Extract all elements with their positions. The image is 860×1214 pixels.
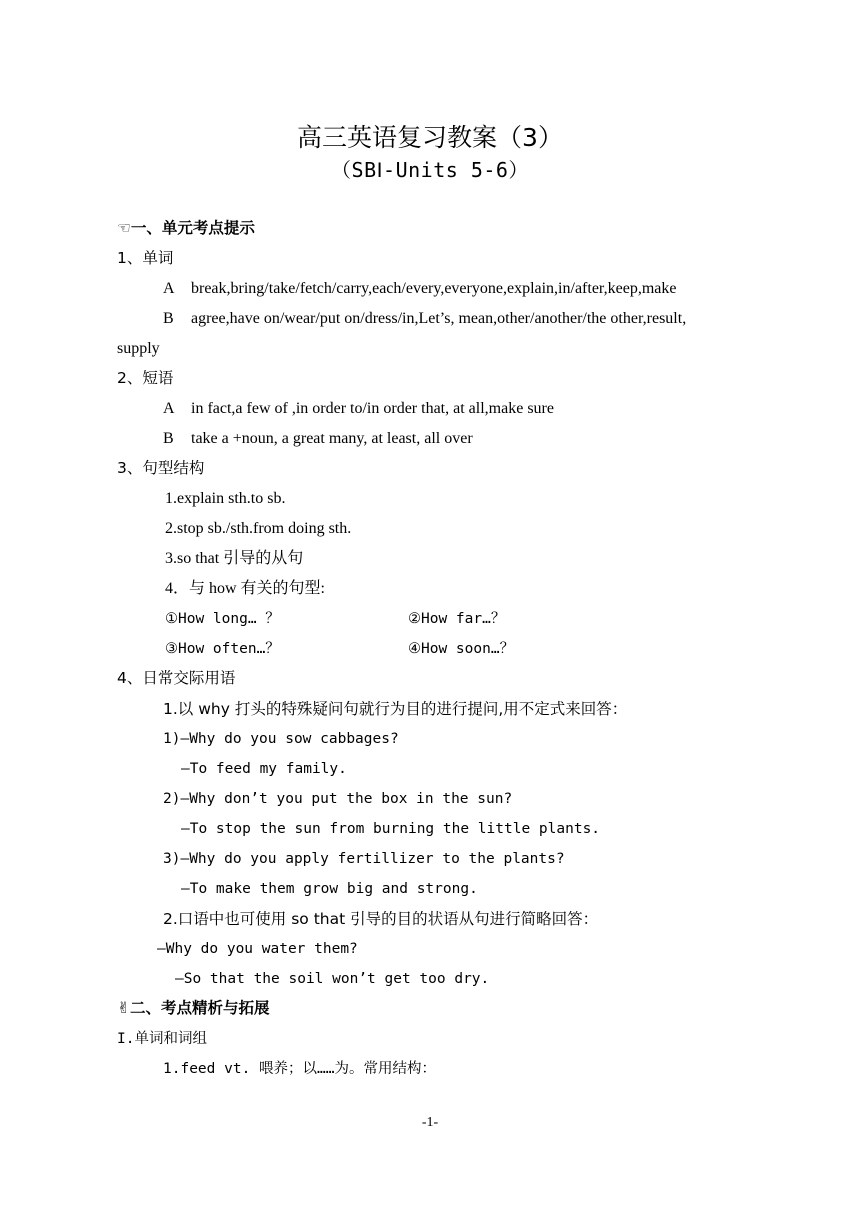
- section2-subheading: I.单词和词组: [117, 1031, 207, 1047]
- section2-heading: ✌二、考点精析与拓展: [117, 999, 270, 1017]
- how-question-3: ③How often…？: [165, 641, 280, 657]
- example-2-answer: —To stop the sun from burning the little plants.: [181, 821, 601, 837]
- section1-heading: ☜一、单元考点提示: [117, 219, 255, 237]
- phrases-label: 2、短语: [117, 369, 174, 387]
- daily-label: 4、日常交际用语: [117, 669, 236, 687]
- daily-note-1: 1.以 why 打头的特殊疑问句就行为目的进行提问,用不定式来回答：: [163, 700, 628, 718]
- phrases-a: [163, 399, 554, 419]
- words-a-label: A: [163, 280, 175, 297]
- pattern-1: 1.explain sth.to sb.: [165, 490, 286, 507]
- pattern-4: 4．与 how 有关的句型:: [165, 580, 326, 597]
- patterns-label: 3、句型结构: [117, 459, 205, 477]
- words-b-continuation: supply: [117, 340, 160, 357]
- words-label: 1、单词: [117, 249, 174, 267]
- phrases-a-label: A: [163, 400, 175, 417]
- example-3-question: 3)—Why do you apply fertillizer to the plants?: [163, 851, 565, 867]
- pattern-2: 2.stop sb./sth.from doing sth.: [165, 520, 352, 537]
- phrases-b: [163, 429, 473, 449]
- how-question-2: ②How far…？: [408, 611, 506, 627]
- how-question-4: ④How soon…？: [408, 641, 515, 657]
- example-4-question: —Why do you water them?: [157, 941, 358, 957]
- section2-item-1: 1.feed vt. 喂养；以……为。常用结构：: [163, 1061, 436, 1077]
- words-b-text: agree,have on/wear/put on/dress/in,Let’s, mean,other/another/the other,result,: [191, 310, 687, 327]
- phrases-b-label: B: [163, 430, 174, 447]
- example-4-answer: —So that the soil won’t get too dry.: [175, 971, 490, 987]
- phrases-a-text: in fact,a few of ,in order to/in order that, at all,make sure: [191, 400, 554, 417]
- pattern-3: 3.so that 引导的从句: [165, 550, 304, 567]
- words-b-label: B: [163, 310, 174, 327]
- how-question-1: ①How long… ？: [165, 611, 280, 627]
- page-subtitle: （SBⅠ-Units 5-6）: [331, 158, 529, 182]
- page-title: 高三英语复习教案（3）: [297, 123, 563, 152]
- example-3-answer: —To make them grow big and strong.: [181, 881, 478, 897]
- example-1-question: 1)—Why do you sow cabbages?: [163, 731, 399, 747]
- daily-note-2: 2.口语中也可使用 so that 引导的目的状语从句进行简略回答：: [163, 910, 599, 928]
- words-b: [163, 309, 686, 329]
- example-2-question: 2)—Why don’t you put the box in the sun?: [163, 791, 513, 807]
- words-a: [163, 279, 676, 299]
- example-1-answer: —To feed my family.: [181, 761, 347, 777]
- page-number: -1-: [421, 1115, 439, 1130]
- phrases-b-text: take a +noun, a great many, at least, all over: [191, 430, 473, 447]
- words-a-text: break,bring/take/fetch/carry,each/every,everyone,explain,in/after,keep,make: [191, 280, 677, 297]
